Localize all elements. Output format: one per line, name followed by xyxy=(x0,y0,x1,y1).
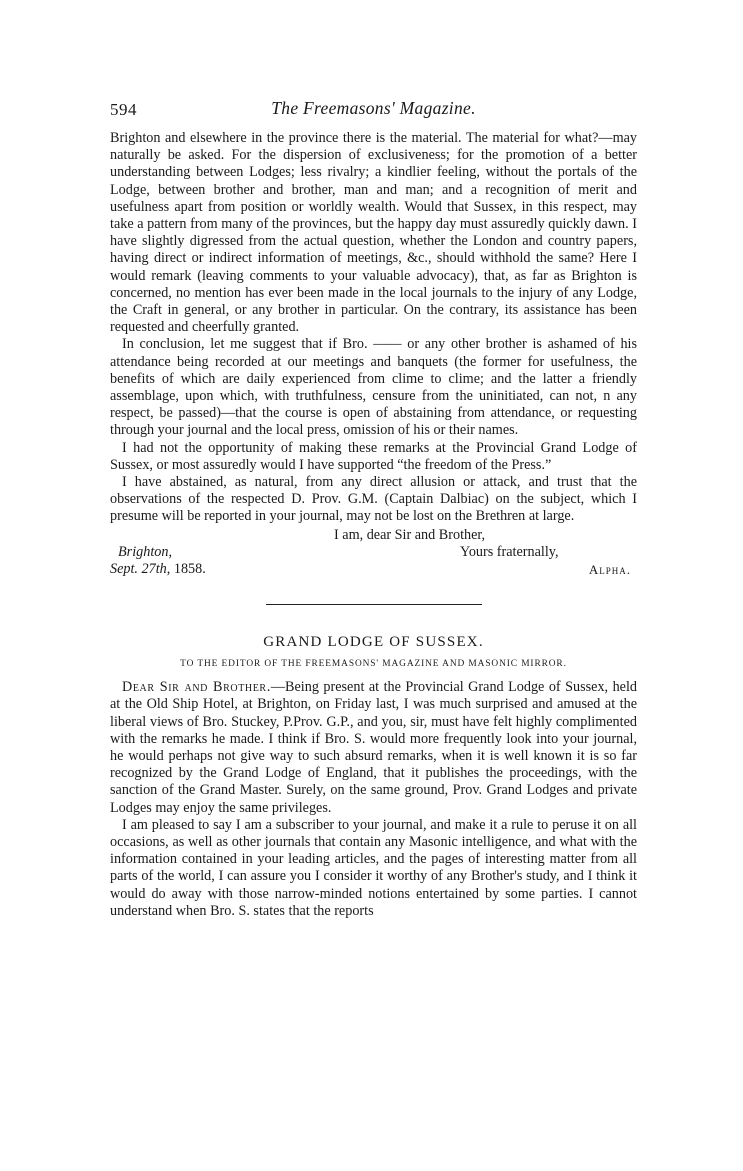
letter-paragraph: I have abstained, as natural, from any direct allusion or attack, and trust that the observations of the respected D. Prov. G.M. (Captain Dalbiac) on the subject, which I presume will be reported in your journal, may not be lost on the Brethren at large. xyxy=(110,474,637,525)
article-paragraph-text: —Being present at the Provincial Grand Lodge of Sussex, held at the Old Ship Hotel, at Brighton, on Friday last, I was much surprised and amused at the liberal views of Bro. Stuckey, P.Prov. G.P., and you, sir, must have felt highly complimented with the remarks he made. I think if Bro. S. would more frequently look into your journal, he would perhaps not give way to such absurd remarks, when it is well known it is so far recognized by the Grand Lodge of England, that it publishes the proceedings, with the sanction of the Grand Master. Surely, on the same ground, Prov. Grand Lodges and private Lodges may enjoy the same privileges. xyxy=(110,679,638,816)
letter-date-year: 1858. xyxy=(170,561,206,578)
letter-paragraph: In conclusion, let me suggest that if Bro. —— or any other brother is ashamed of his attendance being recorded at our meetings and banquets (the former for usefulness, the benefits of which are daily experienced from clime to clime; and the latter a friendly assemblage, upon which, with truthfulness, censure from the uninitiated, can not, n any respect, be passed)—that the course is open of abstaining from attendance, or requesting through your journal and the local press, omission of his or their names. xyxy=(110,336,637,439)
page-number: 594 xyxy=(110,100,137,119)
letter-date xyxy=(110,561,206,578)
letter-date-day: Sept. 27th, xyxy=(110,561,171,578)
letter-place: Brighton, xyxy=(118,543,172,560)
article-paragraph: I am pleased to say I am a subscriber to your journal, and make it a rule to peruse it on all occasions, as well as other journals that contain any Masonic intelligence, and what with the information contained in your leading articles, and the pages of interesting matter from all parts of the world, I can assure you I consider it worthy of any Brother's study, and I think it would do away with those narrow-minded notions entertained by some parties. I cannot understand when Bro. S. states that the reports xyxy=(110,816,637,919)
article-subhead: TO THE EDITOR OF THE FREEMASONS' MAGAZINE AND MASONIC MIRROR. xyxy=(180,659,567,670)
letter-alpha xyxy=(110,130,637,526)
letter-grand-lodge xyxy=(110,679,637,920)
article-title: GRAND LODGE OF SUSSEX. xyxy=(263,634,484,651)
article-paragraph xyxy=(110,679,637,817)
salutation: Dear Sir and Brother. xyxy=(122,679,271,696)
letter-paragraph: I had not the opportunity of making these remarks at the Provincial Grand Lodge of Sussex, or most assuredly would I have supported “the freedom of the Press.” xyxy=(110,439,637,473)
letter-paragraph: Brighton and elsewhere in the province there is the material. The material for what?—may naturally be asked. For the dispersion of exclusiveness; for the promotion of a better understanding between Lodges; less rivalry; a kindlier feeling, without the portals of the Lodge, between brother and brother, man and man; and a recognition of merit and usefulness apart from position or worldly wealth. Would that Sussex, in this respect, may take a pattern from many of the provinces, but the happy day must assuredly quickly dawn. I have slightly digressed from the actual question, whether the London and country papers, having direct or indirect information of meetings, &c., should withhold the same? Here I would remark (leaving comments to your valuable advocacy), that, as far as Brighton is concerned, no mention has ever been made in the local journals to the injury of any Lodge, the Craft in general, or any brother in particular. On the contrary, its assistance has been requested and cheerfully granted. xyxy=(110,130,637,336)
signature-row-1 xyxy=(110,544,637,561)
running-header xyxy=(110,96,637,122)
magazine-page xyxy=(110,96,637,920)
letter-closing: I am, dear Sir and Brother, xyxy=(334,526,486,543)
letter-sign-off: Yours fraternally, xyxy=(460,543,559,560)
section-divider xyxy=(266,604,482,605)
letter-signature: Alpha. xyxy=(588,562,631,578)
journal-title: The Freemasons' Magazine. xyxy=(271,98,476,118)
signature-row-2 xyxy=(110,561,637,578)
